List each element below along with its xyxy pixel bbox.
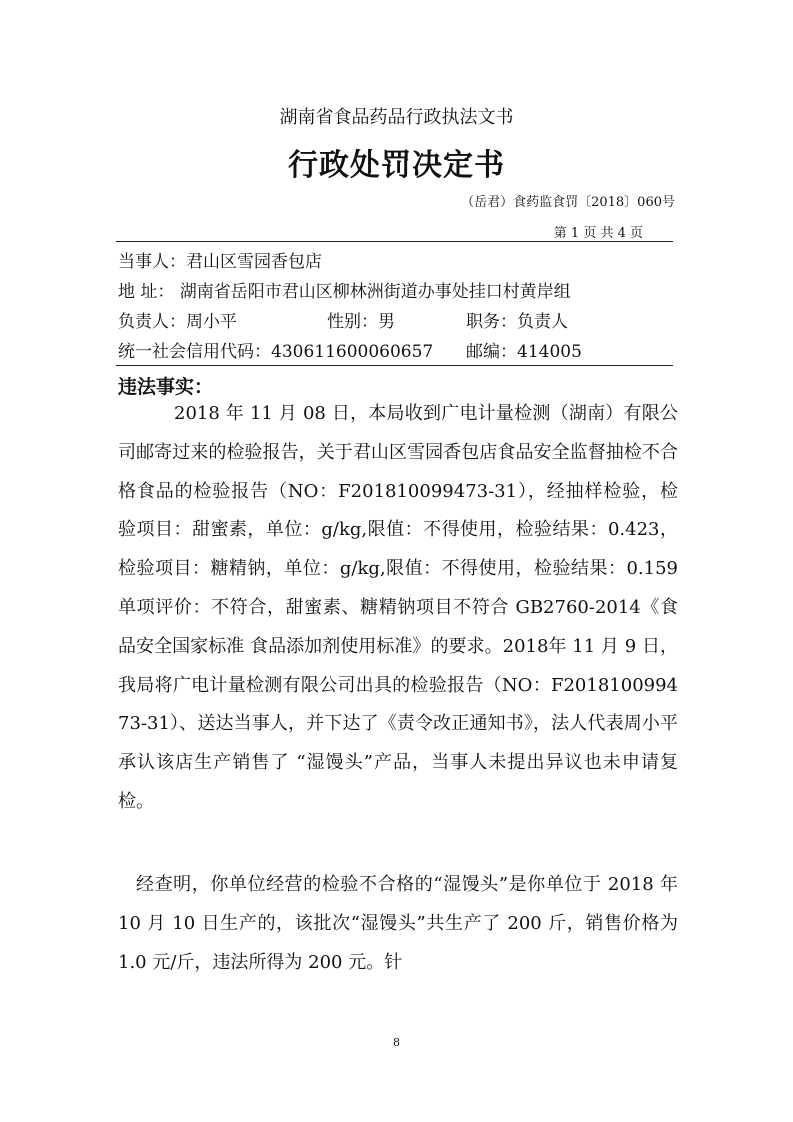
party-credit-code: 统一社会信用代码：430611600060657 xyxy=(118,342,434,362)
page-number: 8 xyxy=(393,1036,400,1049)
page-info: 第 1 页 共 4 页 xyxy=(553,226,643,241)
party-person-in-charge: 负责人：周小平 xyxy=(118,312,237,332)
header-divider xyxy=(116,241,673,242)
facts-paragraph-2: 经查明，你单位经营的检验不合格的“湿馒头”是你单位于 2018 年 10 月 10 日生产的，该批次“湿馒头”共生产了 200 斤，销售价格为 1.0 元/斤，违法所得为 200 元。针 xyxy=(118,874,678,973)
party-name: 当事人：君山区雪园香包店 xyxy=(118,252,322,272)
agency-heading: 湖南省食品药品行政执法文书 xyxy=(279,107,514,128)
section-heading-facts: 违法事实： xyxy=(118,376,214,398)
party-gender: 性别：男 xyxy=(327,312,395,332)
party-address: 地 址： 湖南省岳阳市君山区柳林洲街道办事处挂口村黄岸组 xyxy=(118,282,571,302)
document-number: （岳君）食药监食罚〔2018〕060号 xyxy=(461,195,675,210)
document-title: 行政处罚决定书 xyxy=(288,148,505,183)
party-divider xyxy=(116,365,673,366)
party-postcode: 邮编：414005 xyxy=(466,342,582,362)
facts-paragraph-1: 2018 年 11 月 08 日，本局收到广电计量检测（湖南）有限公司邮寄过来的检验报告，关于君山区雪园香包店食品安全监督抽检不合格食品的检验报告（NO：F201810099473-31），经抽样检验，检验项目：甜蜜素，单位：g/kg,限值：不得使用，检验结果：0.423，检验项目：糖精钠，单位：g/kg,限值：不得使用，检验结果：0.159 单项评价：不符合，甜蜜素、糖精钠项目不符合 GB2760-2014《食品安全国家标准 食品添加剂使用标准》的要求。2018年 11 月 9 日，我局将广电计量检测有限公司出具的检验报告（NO：F201810099473-31）、送达当事人，并下达了《责令改正通知书》，法人代表周小平承认该店生产销售了 “湿馒头”产品，当事人未提出异议也未申请复检。 xyxy=(118,403,678,812)
party-position: 职务：负责人 xyxy=(466,312,568,332)
